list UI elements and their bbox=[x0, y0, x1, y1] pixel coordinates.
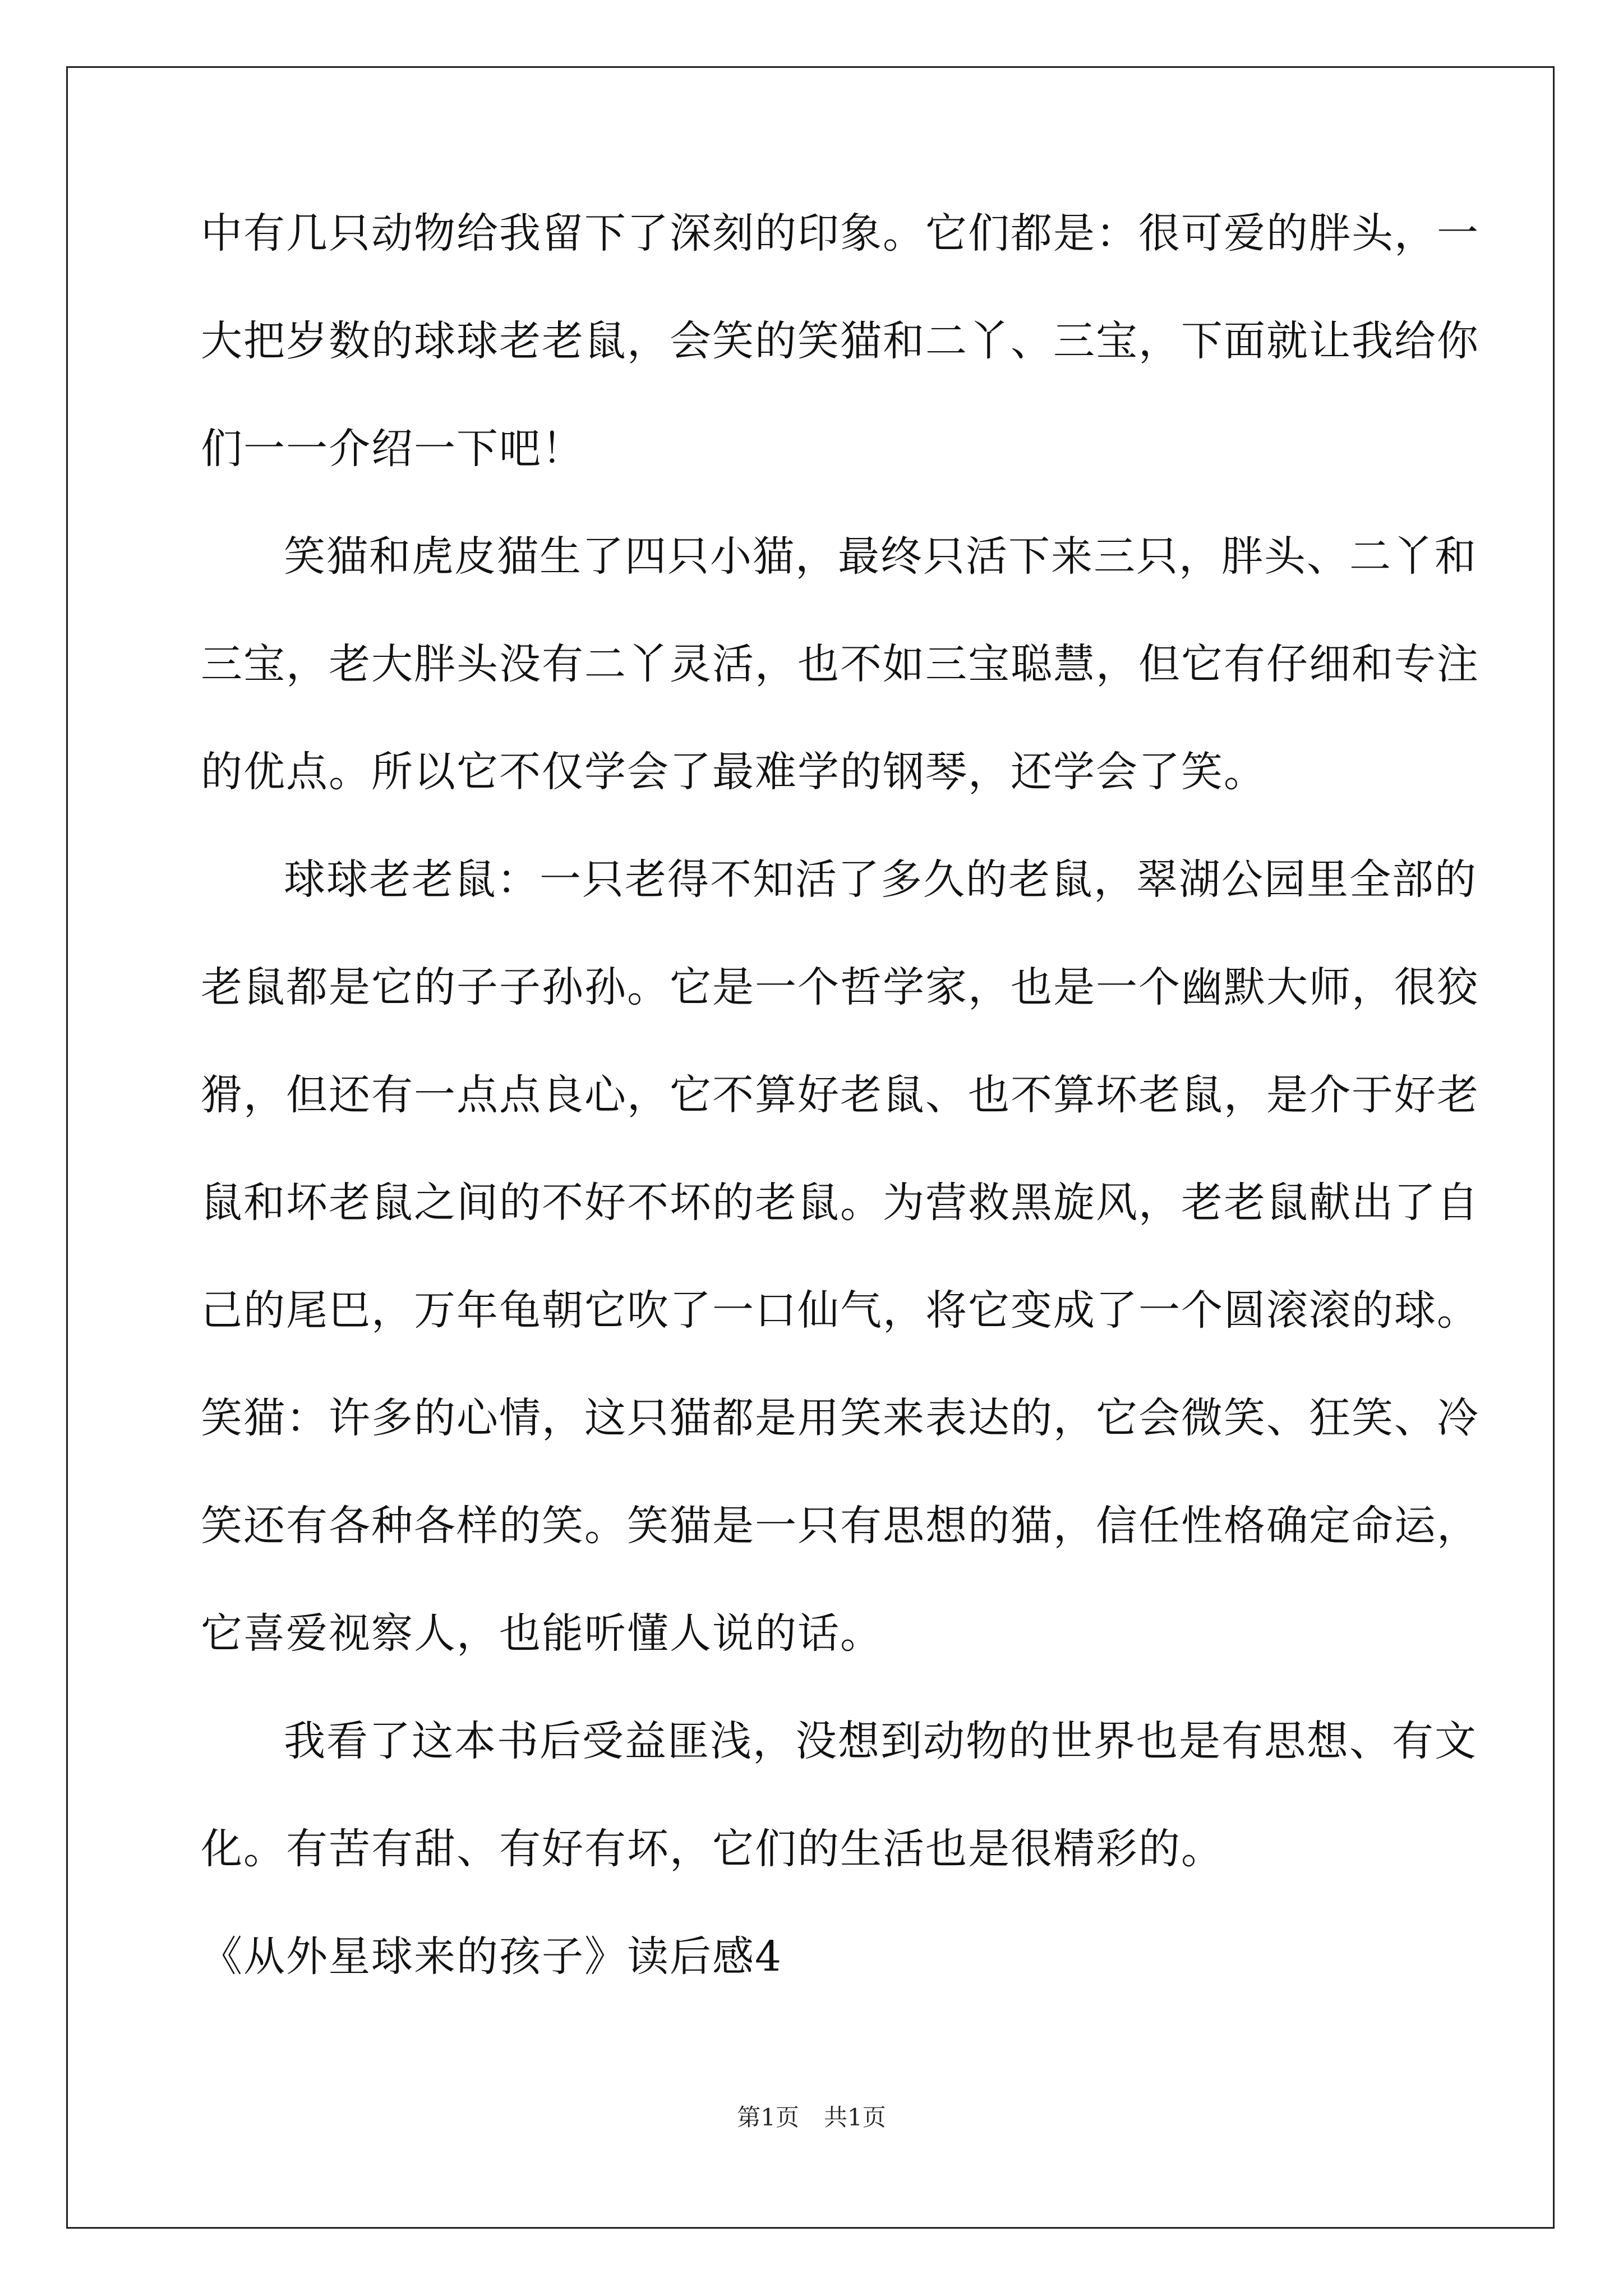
text-line: 笑还有各种各样的笑。笑猫是一只有思想的猫，信任性格确定命运， bbox=[201, 1502, 1479, 1550]
paragraph-start-line: 我看了这本书后受益匪浅，没想到动物的世界也是有思想、有文 bbox=[284, 1717, 1477, 1765]
section-heading: 《从外星球来的孩子》读后感4 bbox=[201, 1932, 783, 1981]
page-number: 第1页 bbox=[737, 2104, 799, 2131]
page-footer bbox=[0, 2101, 1623, 2134]
text-line: 鼠和坏老鼠之间的不好不坏的老鼠。为营救黑旋风，老老鼠献出了自 bbox=[201, 1179, 1479, 1227]
text-line: 的优点。所以它不仅学会了最难学的钢琴，还学会了笑。 bbox=[201, 748, 1266, 796]
paragraph-start-line: 笑猫和虎皮猫生了四只小猫，最终只活下来三只，胖头、二丫和 bbox=[284, 532, 1477, 581]
text-line: 老鼠都是它的子子孙孙。它是一个哲学家，也是一个幽默大师，很狡 bbox=[201, 963, 1479, 1011]
text-line: 们一一介绍一下吧！ bbox=[201, 425, 584, 473]
text-line: 三宝，老大胖头没有二丫灵活，也不如三宝聪慧，但它有仔细和专注 bbox=[201, 640, 1479, 688]
text-line: 笑猫：许多的心情，这只猫都是用笑来表达的，它会微笑、狂笑、冷 bbox=[201, 1394, 1479, 1442]
paragraph-start-line: 球球老老鼠：一只老得不知活了多久的老鼠，翠湖公园里全部的 bbox=[284, 855, 1477, 904]
text-line: 猾，但还有一点点良心，它不算好老鼠、也不算坏老鼠，是介于好老 bbox=[201, 1071, 1479, 1119]
text-line: 大把岁数的球球老老鼠，会笑的笑猫和二丫、三宝，下面就让我给你 bbox=[201, 317, 1479, 365]
text-line: 它喜爱视察人，也能听懂人说的话。 bbox=[201, 1609, 883, 1658]
text-line: 中有几只动物给我留下了深刻的印象。它们都是：很可爱的胖头，一 bbox=[201, 209, 1479, 257]
text-line: 己的尾巴，万年龟朝它吹了一口仙气，将它变成了一个圆滚滚的球。 bbox=[201, 1286, 1479, 1335]
text-line: 化。有苦有甜、有好有坏，它们的生活也是很精彩的。 bbox=[201, 1825, 1224, 1873]
page-total: 共1页 bbox=[824, 2104, 886, 2131]
document-body bbox=[201, 180, 1479, 2010]
